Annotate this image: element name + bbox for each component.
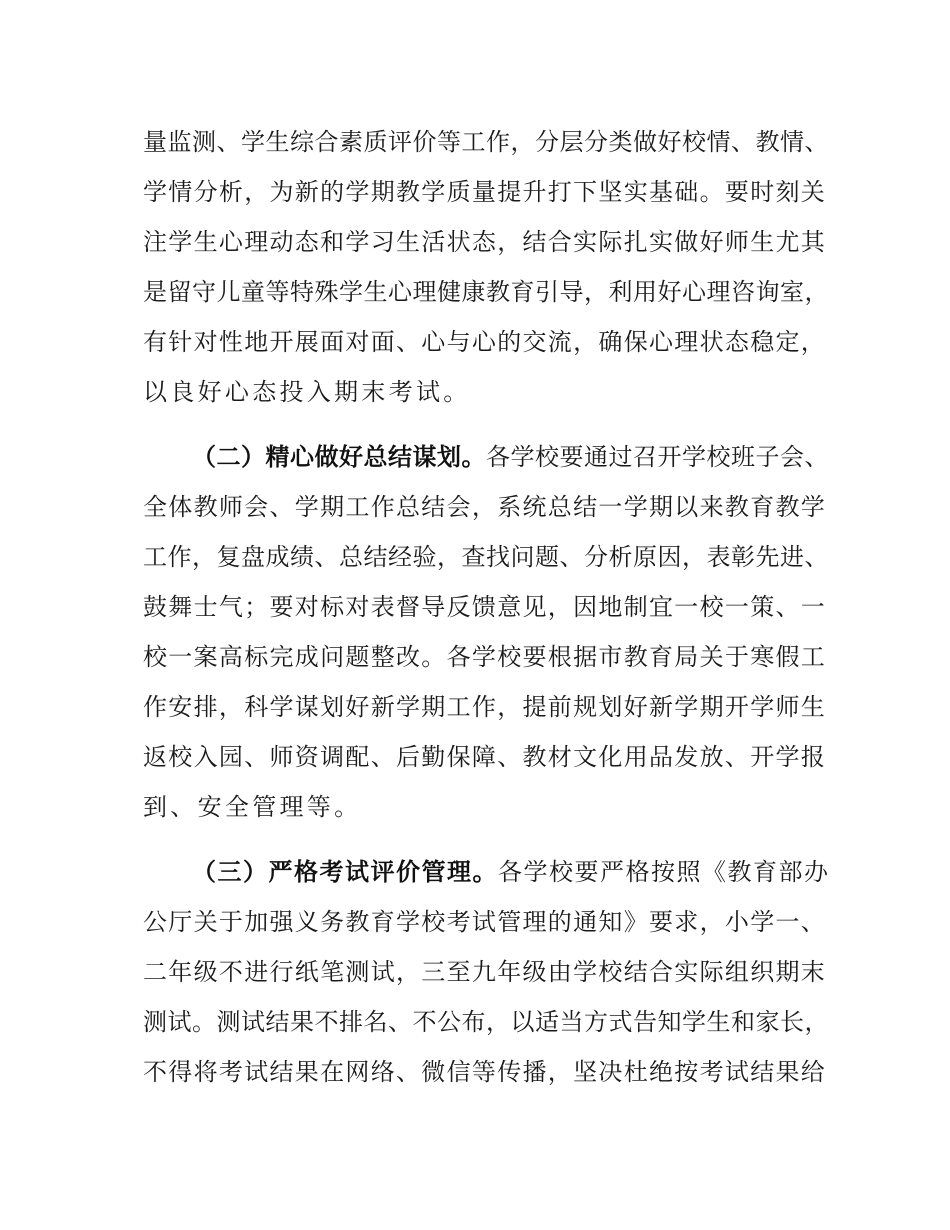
section-heading: （三）严格考试评价管理。 — [192, 858, 498, 886]
text-line: 鼓舞士气；要对标对表督导反馈意见，因地制宜一校一策、一 — [143, 593, 827, 621]
text-line: 不得将考试结果在网络、微信等传播，坚决杜绝按考试结果给 — [143, 1058, 827, 1086]
text-line: 公厅关于加强义务教育学校考试管理的通知》要求，小学一、 — [143, 908, 827, 936]
text-line: 工作，复盘成绩、总结经验，查找问题、分析原因，表彰先进、 — [143, 543, 829, 571]
text-line: 以良好心态投入期末考试。 — [143, 378, 471, 406]
text-run: 各学校要通过召开学校班子会、 — [486, 443, 829, 471]
text-line: 量监测、学生综合素质评价等工作，分层分类做好校情、教情、 — [143, 128, 829, 156]
text-line: 校一案高标完成问题整改。各学校要根据市教育局关于寒假工 — [143, 643, 827, 671]
section-heading: （二）精心做好总结谋划。 — [192, 443, 486, 471]
text-line: 作安排，科学谋划好新学期工作，提前规划好新学期开学师生 — [143, 693, 827, 721]
text-line: 注学生心理动态和学习生活状态，结合实际扎实做好师生尤其 — [143, 228, 827, 256]
text-line: 全体教师会、学期工作总结会，系统总结一学期以来教育教学 — [143, 493, 827, 521]
text-run: 各学校要严格按照《教育部办 — [498, 858, 830, 886]
text-line: 返校入园、师资调配、后勤保障、教材文化用品发放、开学报 — [143, 743, 827, 771]
paragraph-first-line — [192, 857, 830, 887]
text-line: 有针对性地开展面对面、心与心的交流，确保心理状态稳定， — [143, 328, 827, 356]
text-line: 到、安全管理等。 — [143, 793, 362, 821]
text-line: 二年级不进行纸笔测试，三至九年级由学校结合实际组织期末 — [143, 958, 827, 986]
text-line: 学情分析，为新的学期教学质量提升打下坚实基础。要时刻关 — [143, 178, 827, 206]
paragraph-first-line — [192, 442, 829, 472]
text-line: 测试。测试结果不排名、不公布，以适当方式告知学生和家长， — [143, 1008, 829, 1036]
text-line: 是留守儿童等特殊学生心理健康教育引导，利用好心理咨询室， — [143, 278, 829, 306]
